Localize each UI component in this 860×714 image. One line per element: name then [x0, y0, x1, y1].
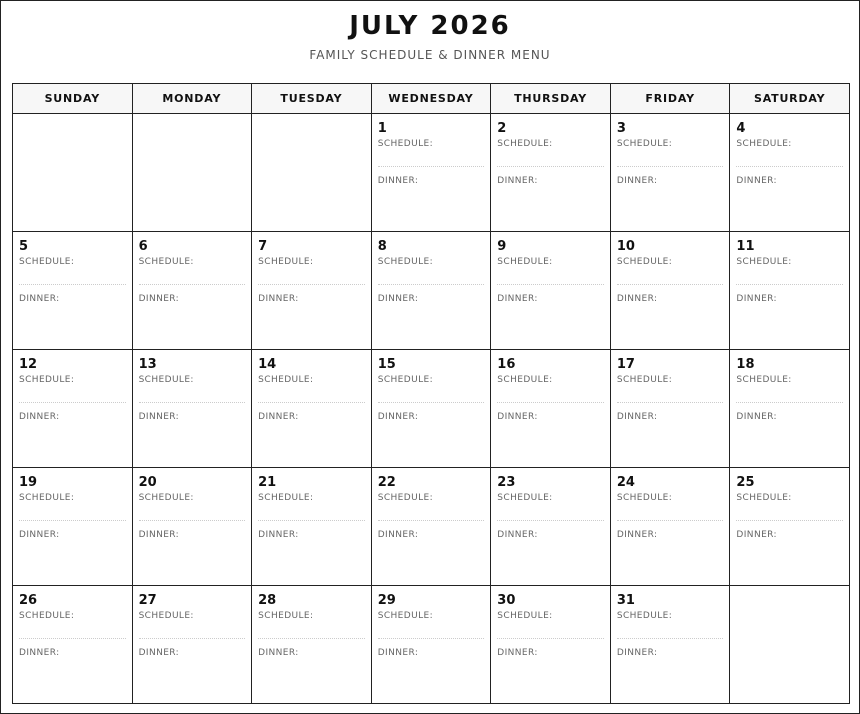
schedule-entry-line[interactable] — [258, 386, 365, 403]
schedule-label: SCHEDULE: — [138, 375, 194, 385]
schedule-label: SCHEDULE: — [616, 611, 673, 621]
day-cell-16[interactable] — [491, 350, 611, 468]
dinner-label: DINNER: — [616, 412, 658, 422]
schedule-label: SCHEDULE: — [377, 611, 434, 621]
day-cell-7[interactable] — [252, 232, 372, 350]
schedule-label: SCHEDULE: — [616, 493, 673, 503]
weekday-header-friday: FRIDAY — [611, 84, 731, 114]
day-cell-28[interactable] — [252, 586, 372, 704]
weekday-header-tuesday: TUESDAY — [252, 84, 372, 114]
dinner-label: DINNER: — [138, 412, 180, 422]
schedule-entry-line[interactable] — [497, 386, 604, 403]
schedule-entry-line[interactable] — [378, 386, 485, 403]
empty-day-cell — [730, 586, 850, 704]
day-number: 20 — [138, 475, 157, 490]
schedule-label: SCHEDULE: — [19, 257, 75, 267]
day-number: 5 — [19, 239, 29, 254]
dinner-label: DINNER: — [377, 294, 419, 304]
day-number: 25 — [736, 475, 755, 490]
dinner-label: DINNER: — [377, 412, 419, 422]
day-number: 1 — [377, 121, 387, 136]
day-cell-12[interactable] — [13, 350, 133, 468]
dinner-label: DINNER: — [138, 530, 180, 540]
dinner-label: DINNER: — [377, 176, 419, 186]
day-number: 11 — [736, 239, 755, 254]
weekday-header-sunday: SUNDAY — [13, 84, 133, 114]
day-cell-10[interactable] — [611, 232, 731, 350]
schedule-label: SCHEDULE: — [377, 375, 434, 385]
dinner-label: DINNER: — [258, 648, 299, 658]
day-cell-6[interactable] — [133, 232, 253, 350]
schedule-entry-line[interactable] — [617, 386, 724, 403]
day-cell-13[interactable] — [133, 350, 253, 468]
schedule-entry-line[interactable] — [19, 504, 126, 521]
schedule-label: SCHEDULE: — [19, 375, 75, 385]
day-number: 12 — [19, 357, 38, 372]
day-cell-9[interactable] — [491, 232, 611, 350]
schedule-entry-line[interactable] — [497, 268, 604, 285]
schedule-label: SCHEDULE: — [258, 493, 314, 503]
day-cell-22[interactable] — [372, 468, 492, 586]
schedule-label: SCHEDULE: — [616, 375, 673, 385]
empty-day-cell — [252, 114, 372, 232]
day-number: 9 — [497, 239, 507, 254]
day-number: 13 — [138, 357, 157, 372]
day-cell-20[interactable] — [133, 468, 253, 586]
day-cell-1[interactable] — [372, 114, 492, 232]
day-cell-19[interactable] — [13, 468, 133, 586]
day-number: 3 — [616, 121, 626, 136]
day-cell-24[interactable] — [611, 468, 731, 586]
schedule-entry-line[interactable] — [497, 504, 604, 521]
schedule-label: SCHEDULE: — [497, 611, 553, 621]
dinner-label: DINNER: — [258, 294, 299, 304]
day-cell-2[interactable] — [491, 114, 611, 232]
day-cell-27[interactable] — [133, 586, 253, 704]
schedule-label: SCHEDULE: — [497, 375, 553, 385]
day-cell-31[interactable] — [611, 586, 731, 704]
schedule-label: SCHEDULE: — [497, 139, 553, 149]
dinner-label: DINNER: — [736, 412, 777, 422]
day-number: 24 — [616, 475, 635, 490]
dinner-label: DINNER: — [497, 176, 538, 186]
schedule-label: SCHEDULE: — [377, 493, 434, 503]
schedule-label: SCHEDULE: — [258, 257, 314, 267]
schedule-label: SCHEDULE: — [497, 257, 553, 267]
dinner-label: DINNER: — [138, 294, 180, 304]
schedule-label: SCHEDULE: — [138, 257, 194, 267]
schedule-entry-line[interactable] — [378, 150, 485, 167]
dinner-label: DINNER: — [19, 412, 60, 422]
day-cell-8[interactable] — [372, 232, 492, 350]
schedule-label: SCHEDULE: — [138, 611, 194, 621]
day-cell-11[interactable] — [730, 232, 850, 350]
page-subtitle: FAMILY SCHEDULE & DINNER MENU — [309, 48, 551, 62]
schedule-entry-line[interactable] — [258, 622, 365, 639]
schedule-entry-line[interactable] — [139, 622, 246, 639]
schedule-entry-line[interactable] — [139, 504, 246, 521]
day-cell-26[interactable] — [13, 586, 133, 704]
schedule-entry-line[interactable] — [258, 504, 365, 521]
dinner-label: DINNER: — [616, 530, 658, 540]
schedule-entry-line[interactable] — [617, 150, 724, 167]
schedule-label: SCHEDULE: — [736, 257, 792, 267]
day-number: 21 — [258, 475, 277, 490]
day-cell-29[interactable] — [372, 586, 492, 704]
day-number: 15 — [377, 357, 396, 372]
day-number: 6 — [138, 239, 148, 254]
schedule-entry-line[interactable] — [139, 268, 246, 285]
dinner-label: DINNER: — [616, 294, 658, 304]
schedule-entry-line[interactable] — [617, 268, 724, 285]
day-number: 8 — [377, 239, 387, 254]
schedule-label: SCHEDULE: — [258, 611, 314, 621]
dinner-label: DINNER: — [258, 530, 299, 540]
day-cell-30[interactable] — [491, 586, 611, 704]
schedule-label: SCHEDULE: — [497, 493, 553, 503]
dinner-label: DINNER: — [19, 294, 60, 304]
schedule-entry-line[interactable] — [19, 386, 126, 403]
schedule-label: SCHEDULE: — [19, 493, 75, 503]
day-cell-17[interactable] — [611, 350, 731, 468]
schedule-entry-line[interactable] — [378, 268, 485, 285]
schedule-entry-line[interactable] — [736, 150, 843, 167]
day-number: 31 — [616, 593, 635, 608]
day-number: 29 — [377, 593, 396, 608]
day-number: 2 — [497, 121, 507, 136]
schedule-entry-line[interactable] — [736, 386, 843, 403]
day-cell-4[interactable] — [730, 114, 850, 232]
calendar-grid — [12, 83, 850, 704]
weekday-header-thursday: THURSDAY — [491, 84, 611, 114]
dinner-label: DINNER: — [258, 412, 299, 422]
empty-day-cell — [133, 114, 253, 232]
schedule-entry-line[interactable] — [497, 150, 604, 167]
day-cell-3[interactable] — [611, 114, 731, 232]
day-number: 23 — [497, 475, 516, 490]
dinner-label: DINNER: — [377, 648, 419, 658]
dinner-label: DINNER: — [497, 412, 538, 422]
dinner-label: DINNER: — [736, 294, 777, 304]
day-number: 16 — [497, 357, 516, 372]
dinner-label: DINNER: — [736, 530, 777, 540]
schedule-label: SCHEDULE: — [736, 493, 792, 503]
schedule-label: SCHEDULE: — [19, 611, 75, 621]
day-number: 27 — [138, 593, 157, 608]
dinner-label: DINNER: — [377, 530, 419, 540]
day-number: 30 — [497, 593, 516, 608]
day-cell-25[interactable] — [730, 468, 850, 586]
dinner-label: DINNER: — [616, 176, 658, 186]
schedule-entry-line[interactable] — [617, 622, 724, 639]
schedule-entry-line[interactable] — [378, 622, 485, 639]
schedule-entry-line[interactable] — [19, 622, 126, 639]
dinner-label: DINNER: — [19, 530, 60, 540]
day-number: 7 — [258, 239, 268, 254]
page-title: JULY 2026 — [349, 11, 511, 41]
empty-day-cell — [13, 114, 133, 232]
schedule-label: SCHEDULE: — [377, 257, 434, 267]
schedule-label: SCHEDULE: — [377, 139, 434, 149]
schedule-label: SCHEDULE: — [736, 139, 792, 149]
dinner-label: DINNER: — [497, 530, 538, 540]
day-number: 10 — [616, 239, 635, 254]
weekday-header-wednesday: WEDNESDAY — [372, 84, 492, 114]
schedule-label: SCHEDULE: — [258, 375, 314, 385]
dinner-label: DINNER: — [19, 648, 60, 658]
day-number: 26 — [19, 593, 38, 608]
dinner-label: DINNER: — [497, 648, 538, 658]
day-number: 28 — [258, 593, 277, 608]
schedule-entry-line[interactable] — [19, 268, 126, 285]
schedule-entry-line[interactable] — [617, 504, 724, 521]
schedule-entry-line[interactable] — [378, 504, 485, 521]
day-number: 17 — [616, 357, 635, 372]
schedule-entry-line[interactable] — [258, 268, 365, 285]
schedule-entry-line[interactable] — [497, 622, 604, 639]
schedule-label: SCHEDULE: — [616, 139, 673, 149]
day-cell-15[interactable] — [372, 350, 492, 468]
schedule-entry-line[interactable] — [736, 504, 843, 521]
schedule-label: SCHEDULE: — [138, 493, 194, 503]
day-number: 14 — [258, 357, 277, 372]
day-number: 19 — [19, 475, 38, 490]
dinner-label: DINNER: — [616, 648, 658, 658]
day-cell-18[interactable] — [730, 350, 850, 468]
schedule-label: SCHEDULE: — [736, 375, 792, 385]
schedule-entry-line[interactable] — [736, 268, 843, 285]
day-cell-21[interactable] — [252, 468, 372, 586]
day-cell-5[interactable] — [13, 232, 133, 350]
schedule-entry-line[interactable] — [139, 386, 246, 403]
dinner-label: DINNER: — [736, 176, 777, 186]
day-number: 4 — [736, 121, 746, 136]
weekday-header-monday: MONDAY — [133, 84, 253, 114]
day-cell-14[interactable] — [252, 350, 372, 468]
day-number: 18 — [736, 357, 755, 372]
schedule-label: SCHEDULE: — [616, 257, 673, 267]
dinner-label: DINNER: — [497, 294, 538, 304]
weekday-header-saturday: SATURDAY — [730, 84, 850, 114]
day-number: 22 — [377, 475, 396, 490]
dinner-label: DINNER: — [138, 648, 180, 658]
day-cell-23[interactable] — [491, 468, 611, 586]
